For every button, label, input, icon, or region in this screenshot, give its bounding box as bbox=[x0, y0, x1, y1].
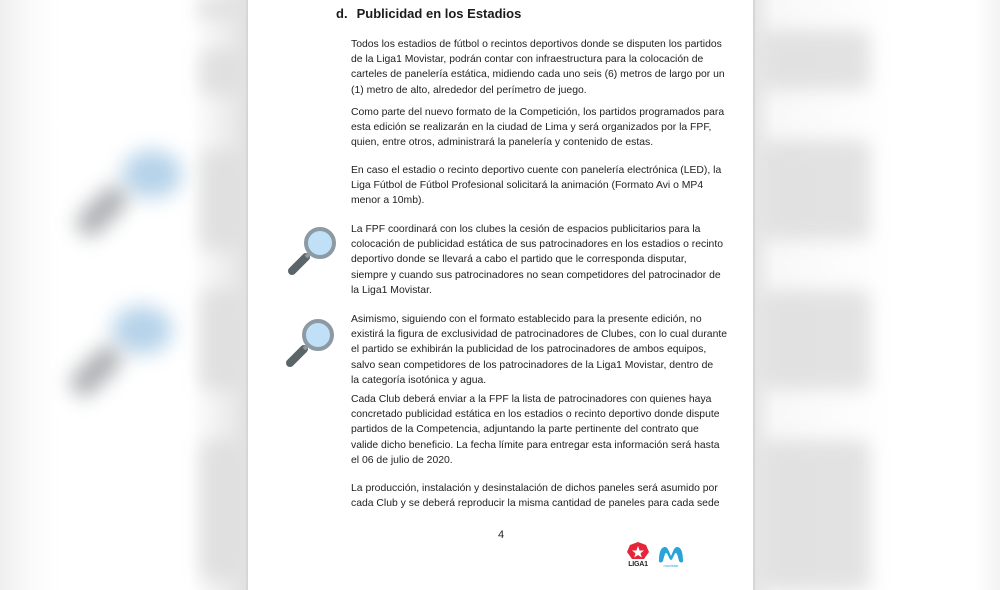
magnifying-glass-icon[interactable] bbox=[284, 225, 338, 279]
paragraph-3 bbox=[351, 163, 722, 209]
text-line: Cada Club deberá enviar a la FPF la lista de patrocinadores con quienes haya bbox=[351, 394, 712, 405]
blurred-text bbox=[760, 440, 870, 590]
paragraph-7 bbox=[351, 481, 720, 511]
movistar-m-icon bbox=[656, 544, 686, 564]
liga1-crest-icon bbox=[626, 541, 650, 561]
blurred-text bbox=[760, 30, 870, 90]
movistar-logo-text: movistar bbox=[663, 563, 679, 568]
blurred-text bbox=[760, 140, 870, 240]
text-line: deportivo donde se llevará a cabo el partido que le corresponda disputar, bbox=[351, 254, 687, 266]
text-line: la categoría isotónica y agua. bbox=[351, 374, 487, 386]
text-line: salvo sean competidores de los patrocinadores de la Liga1 Movistar, dentro de bbox=[351, 359, 714, 371]
paragraph-2 bbox=[351, 105, 725, 151]
text-line: el 06 de julio de 2020. bbox=[351, 454, 453, 466]
paragraph-6 bbox=[351, 392, 720, 468]
blurred-magnifier-icon bbox=[112, 306, 172, 354]
text-line: concretado publicidad estática en los estadios o recinto deportivo donde dispute bbox=[351, 409, 720, 421]
text-line: siempre y cuando sus patrocinadores no sean competidores del patrocinador de bbox=[351, 269, 721, 281]
section-title: Publicidad en los Estadios bbox=[356, 6, 522, 21]
text-line: colocación de publicidad estática de sus patrocinadores en los estadios o recinto bbox=[351, 239, 723, 251]
text-line: La FPF coordinará con los clubes la cesión de espacios publicitarios para la bbox=[351, 224, 701, 235]
document-page bbox=[246, 0, 755, 590]
text-line: La producción, instalación y desinstalación de dichos paneles será asumido por bbox=[351, 483, 718, 494]
text-line: el partido se exhibirán la publicidad de los patrocinadores de ambos equipos, bbox=[351, 344, 707, 356]
liga1-logo bbox=[626, 541, 650, 573]
liga1-logo-text: LIGA1 bbox=[628, 561, 648, 568]
magnifying-glass-icon[interactable] bbox=[282, 317, 336, 371]
blurred-text bbox=[200, 290, 242, 390]
text-line: Todos los estadios de fútbol o recintos deportivos donde se disputen los partidos bbox=[351, 39, 722, 50]
text-line: Liga Fútbol de Fútbol Profesional solicitará la animación (Formato Avi o MP4 bbox=[351, 180, 704, 192]
section-heading bbox=[336, 6, 521, 21]
text-line: En caso el estadio o recinto deportivo cuente con panelería electrónica (LED), la bbox=[351, 165, 722, 176]
text-line: existirá la figura de exclusividad de patrocinadores de Clubes, con lo cual durante bbox=[351, 329, 728, 341]
text-line: de la Liga1 Movistar, podrán contar con infraestructura para la colocación de bbox=[351, 54, 704, 66]
blurred-text bbox=[200, 50, 242, 95]
text-line: la Liga1 Movistar. bbox=[351, 284, 432, 296]
paragraph-4 bbox=[351, 222, 723, 298]
text-line: cada Club y se deberá reproducir la misma cantidad de paneles para cada sede bbox=[351, 498, 720, 510]
paragraph-1 bbox=[351, 37, 725, 98]
text-line: (1) metro de alto, alrededor del perímetro de juego. bbox=[351, 84, 587, 96]
movistar-logo bbox=[656, 544, 686, 572]
text-line: valide dicho beneficio. La fecha límite para entregar esta información será hasta bbox=[351, 439, 720, 451]
section-letter: d. bbox=[336, 6, 348, 21]
blurred-text bbox=[196, 0, 242, 18]
text-line: Asimismo, siguiendo con el formato establecido para la presente edición, no bbox=[351, 314, 702, 325]
text-line: Como parte del nuevo formato de la Competición, los partidos programados para bbox=[351, 107, 725, 118]
text-line: esta edición se realizarán en la ciudad de Lima y será organizados por la FPF, bbox=[351, 122, 712, 134]
text-line: menor a 10mb). bbox=[351, 195, 425, 207]
text-line: partidos de la Competencia, adjuntando la parte pertinente del contrato que bbox=[351, 424, 699, 436]
text-line: carteles de panelería estática, midiendo cada uno seis (6) metros de largo por un bbox=[351, 69, 725, 81]
blurred-magnifier-icon bbox=[122, 150, 182, 198]
paragraph-5 bbox=[351, 312, 728, 388]
blurred-text bbox=[200, 440, 242, 580]
page-number: 4 bbox=[498, 529, 505, 541]
text-line: quien, entre otros, administrará la panelería y contenido de estas. bbox=[351, 137, 654, 149]
blurred-text bbox=[200, 150, 242, 250]
blurred-text bbox=[760, 290, 870, 390]
